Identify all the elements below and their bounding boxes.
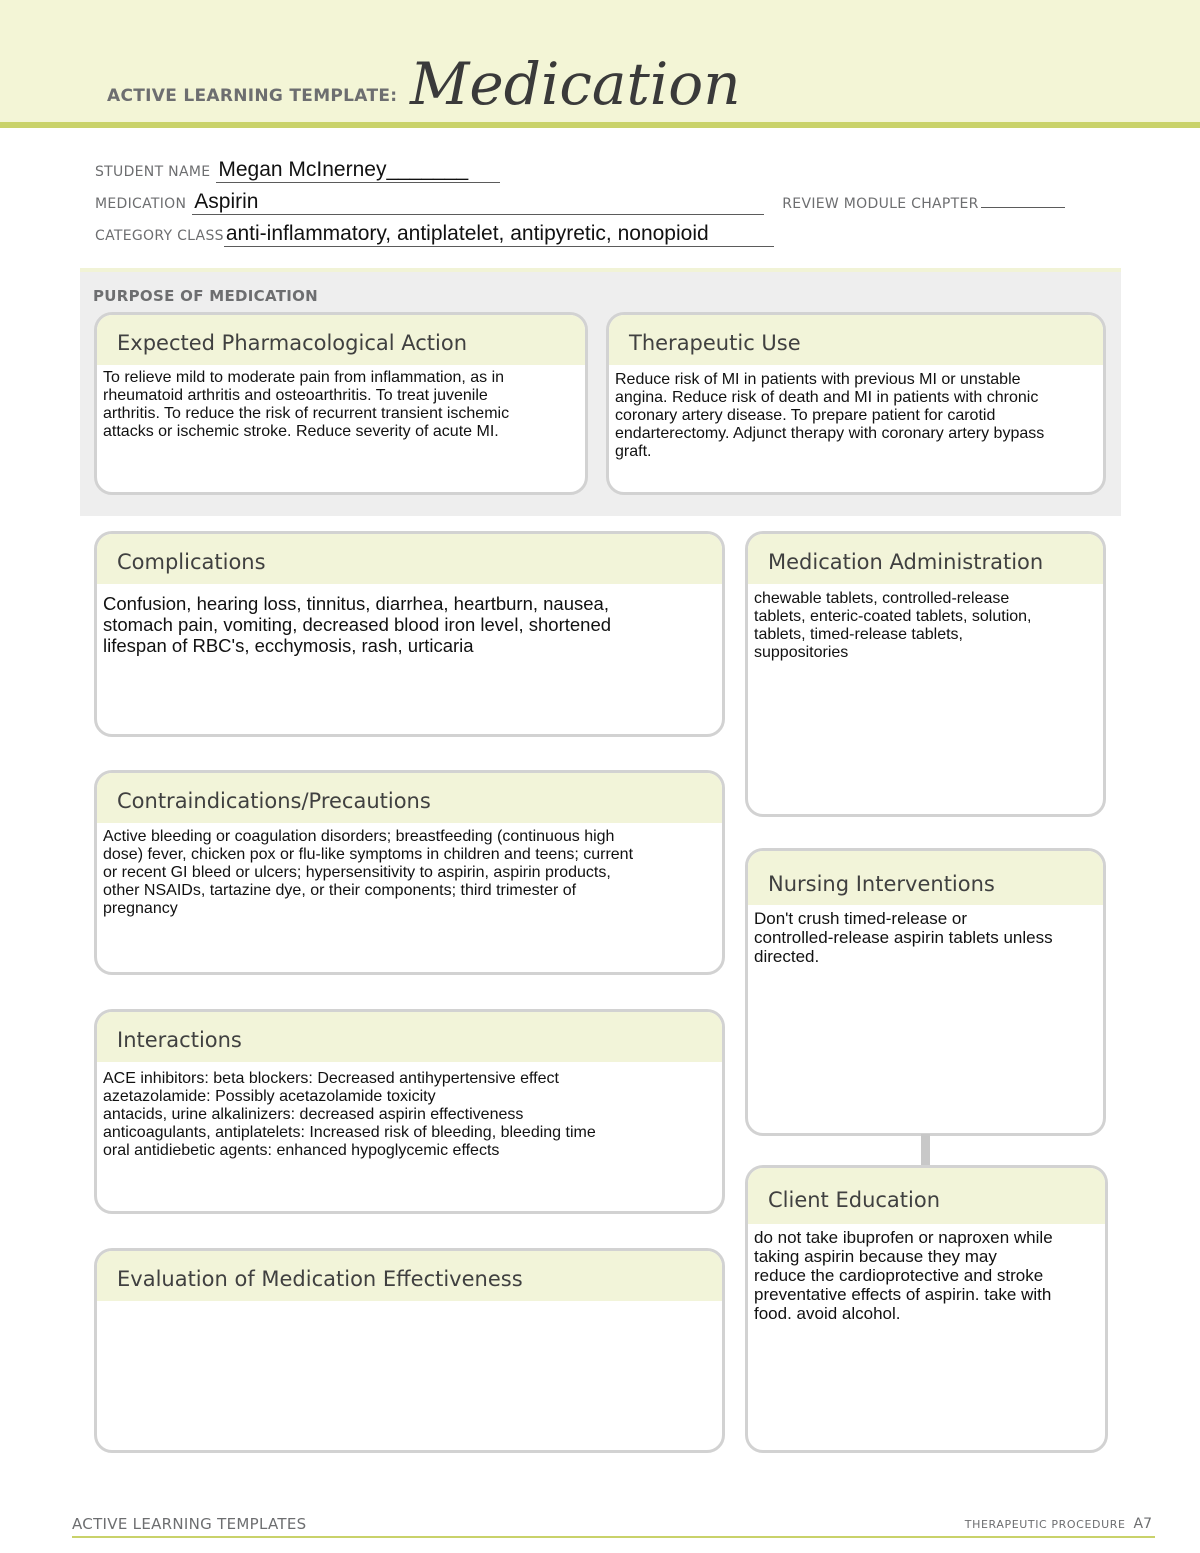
client-education-box bbox=[745, 1165, 1108, 1453]
therapeutic-use-heading: Therapeutic Use bbox=[609, 315, 1103, 365]
evaluation-text[interactable] bbox=[97, 1301, 722, 1305]
medication-administration-heading: Medication Administration bbox=[748, 534, 1103, 584]
nursing-interventions-text[interactable]: Don't crush timed-release or controlled-release aspirin tablets unless directed. bbox=[754, 909, 1053, 966]
connector-bar bbox=[921, 1134, 930, 1166]
template-label: ACTIVE LEARNING TEMPLATE: bbox=[107, 86, 398, 106]
interactions-heading: Interactions bbox=[97, 1012, 722, 1062]
footer-left: ACTIVE LEARNING TEMPLATES bbox=[72, 1515, 307, 1533]
interactions-text[interactable]: ACE inhibitors: beta blockers: Decreased antihypertensive effect azetazolamide: Possibly acetazolamide toxicity antacids, urine alkalinizers: decreased aspirin effectiveness anticoagulants, antiplatelets: Increased risk of bleeding, bleeding time oral antidiebetic agents: enhanced hypoglycemic effects bbox=[103, 1070, 596, 1159]
footer-right bbox=[965, 1516, 1152, 1532]
footer-rule bbox=[72, 1536, 1155, 1538]
therapeutic-use-text[interactable]: Reduce risk of MI in patients with previous MI or unstable angina. Reduce risk of death and MI in patients with chronic coronary artery disease. To prepare patient for carotid endarterectomy. Adjunct therapy with coronary artery bypass graft. bbox=[615, 371, 1045, 460]
complications-text[interactable]: Confusion, hearing loss, tinnitus, diarrhea, heartburn, nausea, stomach pain, vomiting, decreased blood iron level, shortened lifespan of RBC's, ecchymosis, rash, urticaria bbox=[103, 593, 612, 656]
category-class-field[interactable]: anti-inflammatory, antiplatelet, antipyretic, nonopioid bbox=[224, 222, 774, 247]
header-rule bbox=[0, 122, 1200, 128]
client-education-text[interactable]: do not take ibuprofen or naproxen while taking aspirin because they may reduce the cardioprotective and stroke preventative effects of aspirin. take with food. avoid alcohol. bbox=[754, 1228, 1053, 1323]
nursing-interventions-box bbox=[745, 848, 1106, 1136]
medication-administration-text[interactable]: chewable tablets, controlled-release tablets, enteric-coated tablets, solution, tablets, timed-release tablets, suppositories bbox=[754, 590, 1032, 661]
category-class-label: CATEGORY CLASS bbox=[95, 228, 224, 244]
evaluation-box bbox=[94, 1248, 725, 1453]
student-name-row bbox=[95, 158, 500, 183]
page-number: A7 bbox=[1133, 1516, 1152, 1532]
category-class-row bbox=[95, 222, 774, 247]
medication-administration-box bbox=[745, 531, 1106, 817]
nursing-interventions-heading: Nursing Interventions bbox=[748, 851, 1103, 905]
expected-action-text[interactable]: To relieve mild to moderate pain from inflammation, as in rheumatoid arthritis and osteoarthritis. To treat juvenile arthritis. To reduce the risk of recurrent transient ischemic attacks or ischemic stroke. Reduce severity of acute MI. bbox=[103, 369, 510, 440]
contraindications-box bbox=[94, 770, 725, 975]
expected-action-heading: Expected Pharmacological Action bbox=[97, 315, 585, 365]
review-module-field[interactable] bbox=[981, 207, 1065, 208]
expected-action-box bbox=[94, 312, 588, 495]
contraindications-text[interactable]: Active bleeding or coagulation disorders; breastfeeding (continuous high dose) fever, chicken pox or flu-like symptoms in children and teens; current or recent GI bleed or ulcers; hypersensitivity to aspirin, aspirin products, other NSAIDs, tartazine dye, or their components; third trimester of pregnancy bbox=[103, 828, 634, 917]
medication-label: MEDICATION bbox=[95, 196, 187, 212]
complications-box bbox=[94, 531, 725, 737]
complications-heading: Complications bbox=[97, 534, 722, 584]
interactions-box bbox=[94, 1009, 725, 1214]
student-name-field[interactable]: Megan McInerney_______ bbox=[216, 158, 500, 183]
medication-row bbox=[95, 190, 1065, 215]
evaluation-heading: Evaluation of Medication Effectiveness bbox=[97, 1251, 722, 1301]
footer-section: THERAPEUTIC PROCEDURE bbox=[964, 1518, 1126, 1531]
contraindications-heading: Contraindications/Precautions bbox=[97, 773, 722, 823]
medication-field[interactable]: Aspirin bbox=[192, 190, 764, 215]
student-name-label: STUDENT NAME bbox=[95, 164, 211, 180]
therapeutic-use-box bbox=[606, 312, 1106, 495]
page-title: Medication bbox=[410, 50, 741, 118]
purpose-title: PURPOSE OF MEDICATION bbox=[93, 287, 319, 305]
client-education-heading: Client Education bbox=[748, 1168, 1105, 1224]
review-module-label: REVIEW MODULE CHAPTER bbox=[782, 196, 979, 212]
